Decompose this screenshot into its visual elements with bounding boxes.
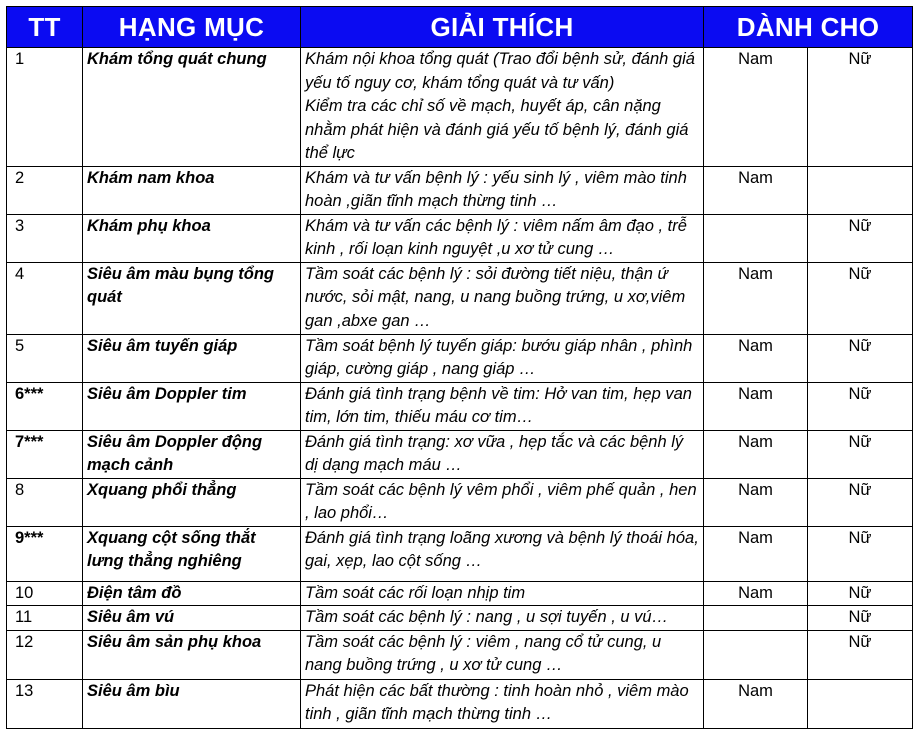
row-number: 7*** [7, 430, 83, 478]
for-male: Nam [704, 48, 808, 167]
description-line: Đánh giá tình trạng: xơ vữa , hẹp tắc và các bệnh lý dị dạng mạch máu … [305, 432, 684, 474]
service-name: Điện tâm đồ [83, 581, 301, 606]
service-name: Khám tổng quát chung [83, 48, 301, 167]
for-female: Nữ [808, 382, 913, 430]
for-female: Nữ [808, 334, 913, 382]
table-row [7, 630, 913, 679]
row-number: 12 [7, 630, 83, 679]
for-female: Nữ [808, 606, 913, 631]
table-row [7, 606, 913, 631]
service-name: Khám phụ khoa [83, 214, 301, 262]
health-checkup-table [6, 6, 913, 729]
header-tt: TT [7, 7, 83, 48]
service-description [301, 48, 704, 167]
description-line: Tầm soát các rối loạn nhịp tim [305, 583, 526, 602]
description-line: Phát hiện các bất thường : tinh hoàn nhỏ , viêm mào tinh , giãn tĩnh mạch thừng tinh … [305, 681, 689, 723]
table-row [7, 334, 913, 382]
for-male: Nam [704, 382, 808, 430]
for-female [808, 166, 913, 214]
table-row [7, 430, 913, 478]
for-female [808, 679, 913, 728]
table-row [7, 382, 913, 430]
table-row [7, 581, 913, 606]
row-number: 5 [7, 334, 83, 382]
service-name: Siêu âm sản phụ khoa [83, 630, 301, 679]
description-line: Tầm soát các bệnh lý : nang , u sợi tuyến , u vú… [305, 608, 669, 626]
service-name: Siêu âm Doppler động mạch cảnh [83, 430, 301, 478]
description-line: Tầm soát bệnh lý tuyến giáp: bướu giáp nhân , phình giáp, cường giáp , nang giáp … [305, 336, 693, 378]
header-row [7, 7, 913, 48]
row-number: 11 [7, 606, 83, 631]
for-male: Nam [704, 166, 808, 214]
description-line: Khám và tư vấn các bệnh lý : viêm nấm âm đạo , trễ kinh , rối loạn kinh nguyệt ,u xơ tử cung … [305, 216, 687, 258]
description-line: Tầm soát các bệnh lý vêm phổi , viêm phế quản , hen , lao phổi… [305, 480, 697, 522]
service-description [301, 430, 704, 478]
description-line: Đánh giá tình trạng bệnh về tim: Hở van tim, hẹp van tim, lớn tim, thiếu máu cơ tim… [305, 384, 692, 426]
service-description [301, 606, 704, 631]
service-description [301, 679, 704, 728]
service-description [301, 478, 704, 526]
service-name: Xquang cột sống thắt lưng thẳng nghiêng [83, 526, 301, 581]
service-description [301, 262, 704, 334]
for-female: Nữ [808, 262, 913, 334]
for-female: Nữ [808, 581, 913, 606]
row-number: 4 [7, 262, 83, 334]
row-number: 8 [7, 478, 83, 526]
for-male: Nam [704, 581, 808, 606]
for-male: Nam [704, 526, 808, 581]
service-name: Siêu âm bìu [83, 679, 301, 728]
row-number: 10 [7, 581, 83, 606]
for-male: Nam [704, 478, 808, 526]
description-line: Khám và tư vấn bệnh lý : yếu sinh lý , viêm mào tinh hoàn ,giãn tĩnh mạch thừng tinh … [305, 168, 687, 210]
service-description [301, 334, 704, 382]
table-row [7, 48, 913, 167]
for-male [704, 214, 808, 262]
description-line: Tầm soát các bệnh lý : sỏi đường tiết niệu, thận ứ nước, sỏi mật, nang, u nang buồng trứng, u xơ,viêm gan ,abxe gan … [305, 264, 686, 330]
table-row [7, 526, 913, 581]
for-female: Nữ [808, 526, 913, 581]
table-row [7, 679, 913, 728]
row-number: 2 [7, 166, 83, 214]
row-number: 3 [7, 214, 83, 262]
header-for: DÀNH CHO [704, 7, 913, 48]
service-description [301, 166, 704, 214]
description-line: Đánh giá tình trạng loãng xương và bệnh lý thoái hóa, gai, xẹp, lao cột sống … [305, 528, 699, 570]
table-row [7, 478, 913, 526]
for-female: Nữ [808, 630, 913, 679]
table-row [7, 166, 913, 214]
service-name: Siêu âm Doppler tim [83, 382, 301, 430]
for-female: Nữ [808, 478, 913, 526]
row-number: 6*** [7, 382, 83, 430]
service-description [301, 382, 704, 430]
for-male [704, 606, 808, 631]
service-name: Siêu âm tuyến giáp [83, 334, 301, 382]
row-number: 1 [7, 48, 83, 167]
for-male: Nam [704, 679, 808, 728]
for-male: Nam [704, 262, 808, 334]
table-row [7, 262, 913, 334]
service-name: Xquang phổi thẳng [83, 478, 301, 526]
header-item: HẠNG MỤC [83, 7, 301, 48]
for-male: Nam [704, 334, 808, 382]
header-description: GIẢI THÍCH [301, 7, 704, 48]
table-body [7, 48, 913, 729]
description-line: Kiểm tra các chỉ số về mạch, huyết áp, cân nặng nhằm phát hiện và đánh giá yếu tố bệnh lý, đánh giá thể lực [305, 97, 689, 162]
service-description [301, 630, 704, 679]
description-line: Tầm soát các bệnh lý : viêm , nang cổ tử cung, u nang buồng trứng , u xơ tử cung … [305, 632, 662, 674]
for-male [704, 630, 808, 679]
service-name: Khám nam khoa [83, 166, 301, 214]
row-number: 9*** [7, 526, 83, 581]
for-female: Nữ [808, 214, 913, 262]
service-name: Siêu âm vú [83, 606, 301, 631]
service-name: Siêu âm màu bụng tổng quát [83, 262, 301, 334]
service-description [301, 581, 704, 606]
description-line: Khám nội khoa tổng quát (Trao đổi bệnh sử, đánh giá yếu tố nguy cơ, khám tổng quát và tư vấn) [305, 50, 695, 92]
service-description [301, 214, 704, 262]
row-number: 13 [7, 679, 83, 728]
for-male: Nam [704, 430, 808, 478]
service-description [301, 526, 704, 581]
for-female: Nữ [808, 430, 913, 478]
for-female: Nữ [808, 48, 913, 167]
table-row [7, 214, 913, 262]
